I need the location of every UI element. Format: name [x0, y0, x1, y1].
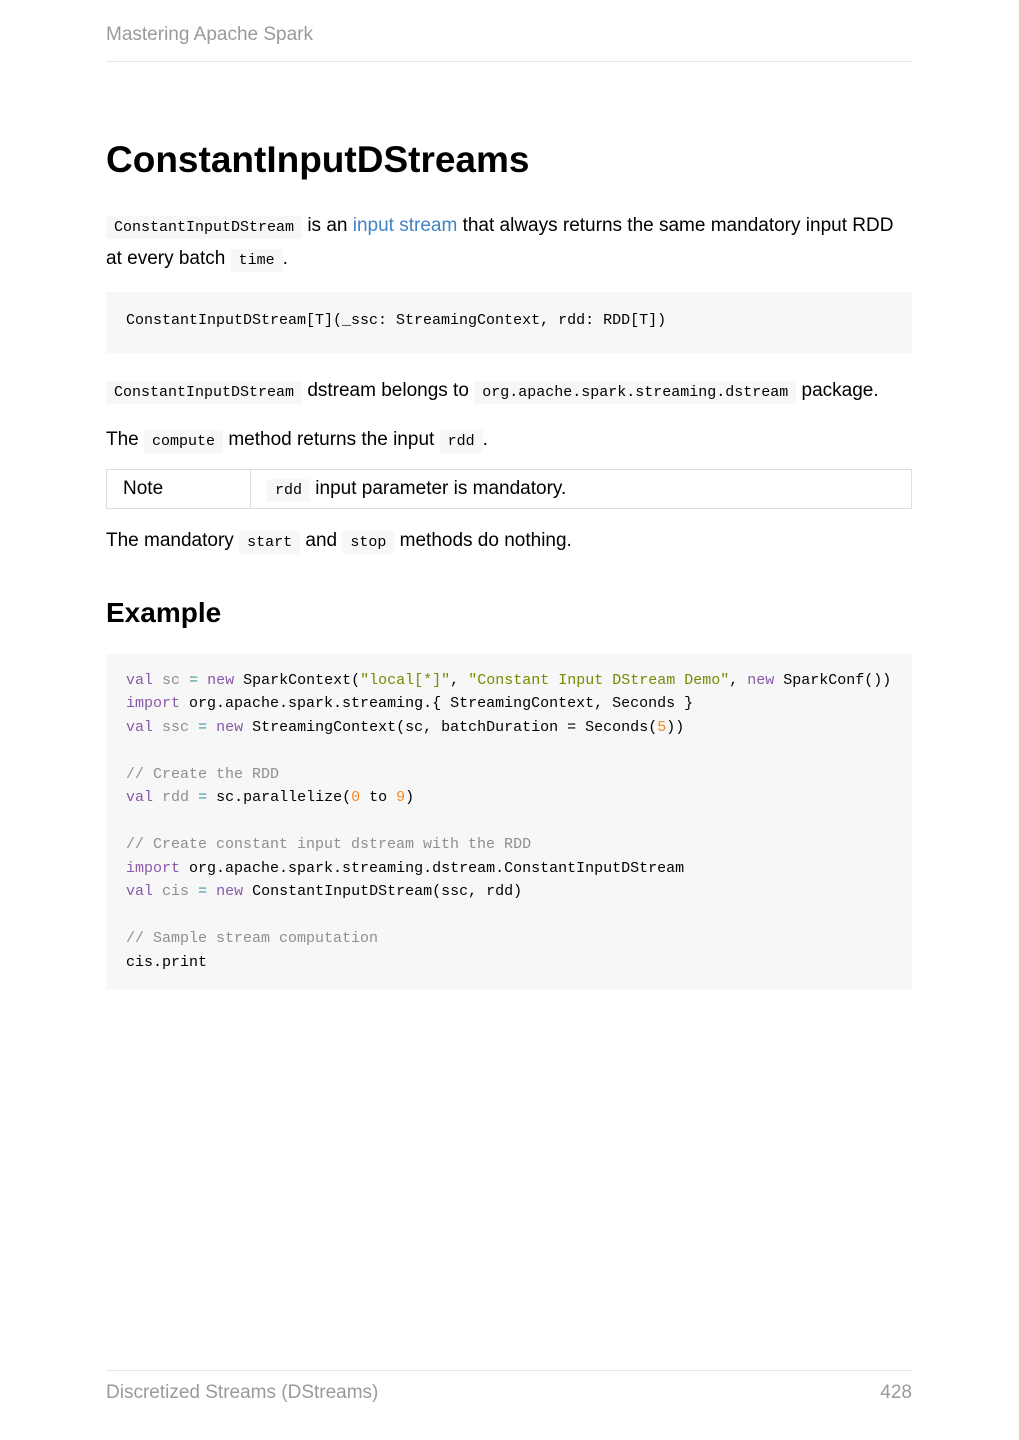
- code-text: to: [360, 789, 397, 806]
- code-keyword: import: [126, 695, 181, 712]
- code-keyword: new: [207, 671, 235, 689]
- code-number: 9: [396, 789, 406, 806]
- page-number: 428: [880, 1382, 912, 1403]
- code-keyword: new: [747, 671, 775, 689]
- example-code-block: [106, 654, 912, 991]
- inline-code: org.apache.spark.streaming.dstream: [474, 381, 796, 404]
- code-operator: =: [198, 883, 208, 900]
- text: .: [282, 248, 288, 269]
- page-title: ConstantInputDStreams: [106, 139, 530, 180]
- code-text: sc.parallelize(: [216, 789, 352, 806]
- code-variable: sc: [162, 671, 181, 689]
- code-text: SparkConf()): [783, 671, 892, 689]
- inline-code: ConstantInputDStream: [106, 381, 302, 404]
- code-comment: // Sample stream computation: [126, 930, 379, 947]
- code-text: SparkContext(: [243, 671, 361, 689]
- text: dstream belongs to: [307, 379, 469, 401]
- inline-code: rdd: [440, 430, 483, 453]
- text: is an: [307, 215, 348, 236]
- code-number: 0: [351, 789, 361, 806]
- inline-code: time: [231, 249, 283, 272]
- code-number: 5: [657, 718, 667, 736]
- page-content: [106, 138, 912, 990]
- note-admonition: [106, 469, 912, 509]
- text: The: [106, 428, 139, 450]
- code-text: cis.print: [126, 953, 208, 971]
- code-comment: // Create the RDD: [126, 765, 280, 783]
- signature-code-block: [106, 292, 912, 353]
- code-operator: =: [198, 789, 208, 806]
- text: that always returns the same mandatory input RDD at every batch: [106, 215, 894, 269]
- code-text: )): [666, 718, 685, 736]
- running-footer: [106, 1382, 912, 1404]
- code-string: "Constant Input DStream Demo": [468, 671, 730, 689]
- code-keyword: val: [126, 718, 154, 736]
- code-keyword: val: [126, 671, 154, 689]
- code-text: org.apache.spark.streaming.dstream.ConstantInputDStream: [189, 859, 685, 877]
- inline-code: rdd: [267, 479, 310, 502]
- code-text: ,: [729, 671, 748, 689]
- header-divider: [106, 61, 912, 62]
- code-text: StreamingContext(sc, batchDuration = Seconds(: [252, 718, 658, 736]
- running-header: Mastering Apache Spark: [106, 24, 314, 45]
- code-variable: rdd: [162, 789, 190, 806]
- code-variable: ssc: [162, 718, 190, 736]
- text: and: [305, 529, 338, 551]
- inline-code: stop: [342, 531, 394, 554]
- note-body: [251, 469, 912, 508]
- code-line: ConstantInputDStream[T](_ssc: StreamingContext, rdd: RDD[T]): [126, 312, 667, 329]
- example-heading: Example: [106, 596, 222, 628]
- text: methods do nothing.: [399, 529, 572, 551]
- footer-chapter: Discretized Streams (DStreams): [106, 1382, 379, 1403]
- code-variable: cis: [162, 883, 190, 900]
- text: input parameter is mandatory.: [315, 477, 567, 499]
- text: method returns the input: [228, 428, 435, 450]
- compute-paragraph: [106, 424, 912, 457]
- footer-divider: [106, 1370, 912, 1371]
- inline-code: ConstantInputDStream: [106, 216, 302, 239]
- code-keyword: new: [216, 718, 244, 736]
- code-keyword: new: [216, 883, 244, 900]
- code-keyword: import: [126, 859, 181, 877]
- inline-code: start: [239, 531, 300, 554]
- code-text: ): [405, 789, 415, 806]
- code-string: "local[*]": [360, 671, 451, 689]
- package-paragraph: [106, 375, 912, 408]
- code-operator: =: [198, 718, 208, 736]
- note-label: Note: [107, 469, 251, 508]
- code-text: ConstantInputDStream(ssc, rdd): [252, 883, 523, 900]
- text: The mandatory: [106, 529, 234, 551]
- code-operator: =: [189, 671, 199, 689]
- start-stop-paragraph: [106, 525, 912, 558]
- text: .: [482, 428, 488, 450]
- code-text: ,: [450, 671, 469, 689]
- intro-paragraph: [106, 210, 912, 276]
- code-comment: // Create constant input dstream with the RDD: [126, 836, 532, 853]
- code-keyword: val: [126, 883, 154, 900]
- text: package.: [801, 379, 879, 401]
- input-stream-link[interactable]: input stream: [352, 215, 458, 236]
- code-text: org.apache.spark.streaming.{ StreamingContext, Seconds }: [189, 695, 694, 712]
- inline-code: compute: [144, 430, 223, 453]
- code-keyword: val: [126, 789, 154, 806]
